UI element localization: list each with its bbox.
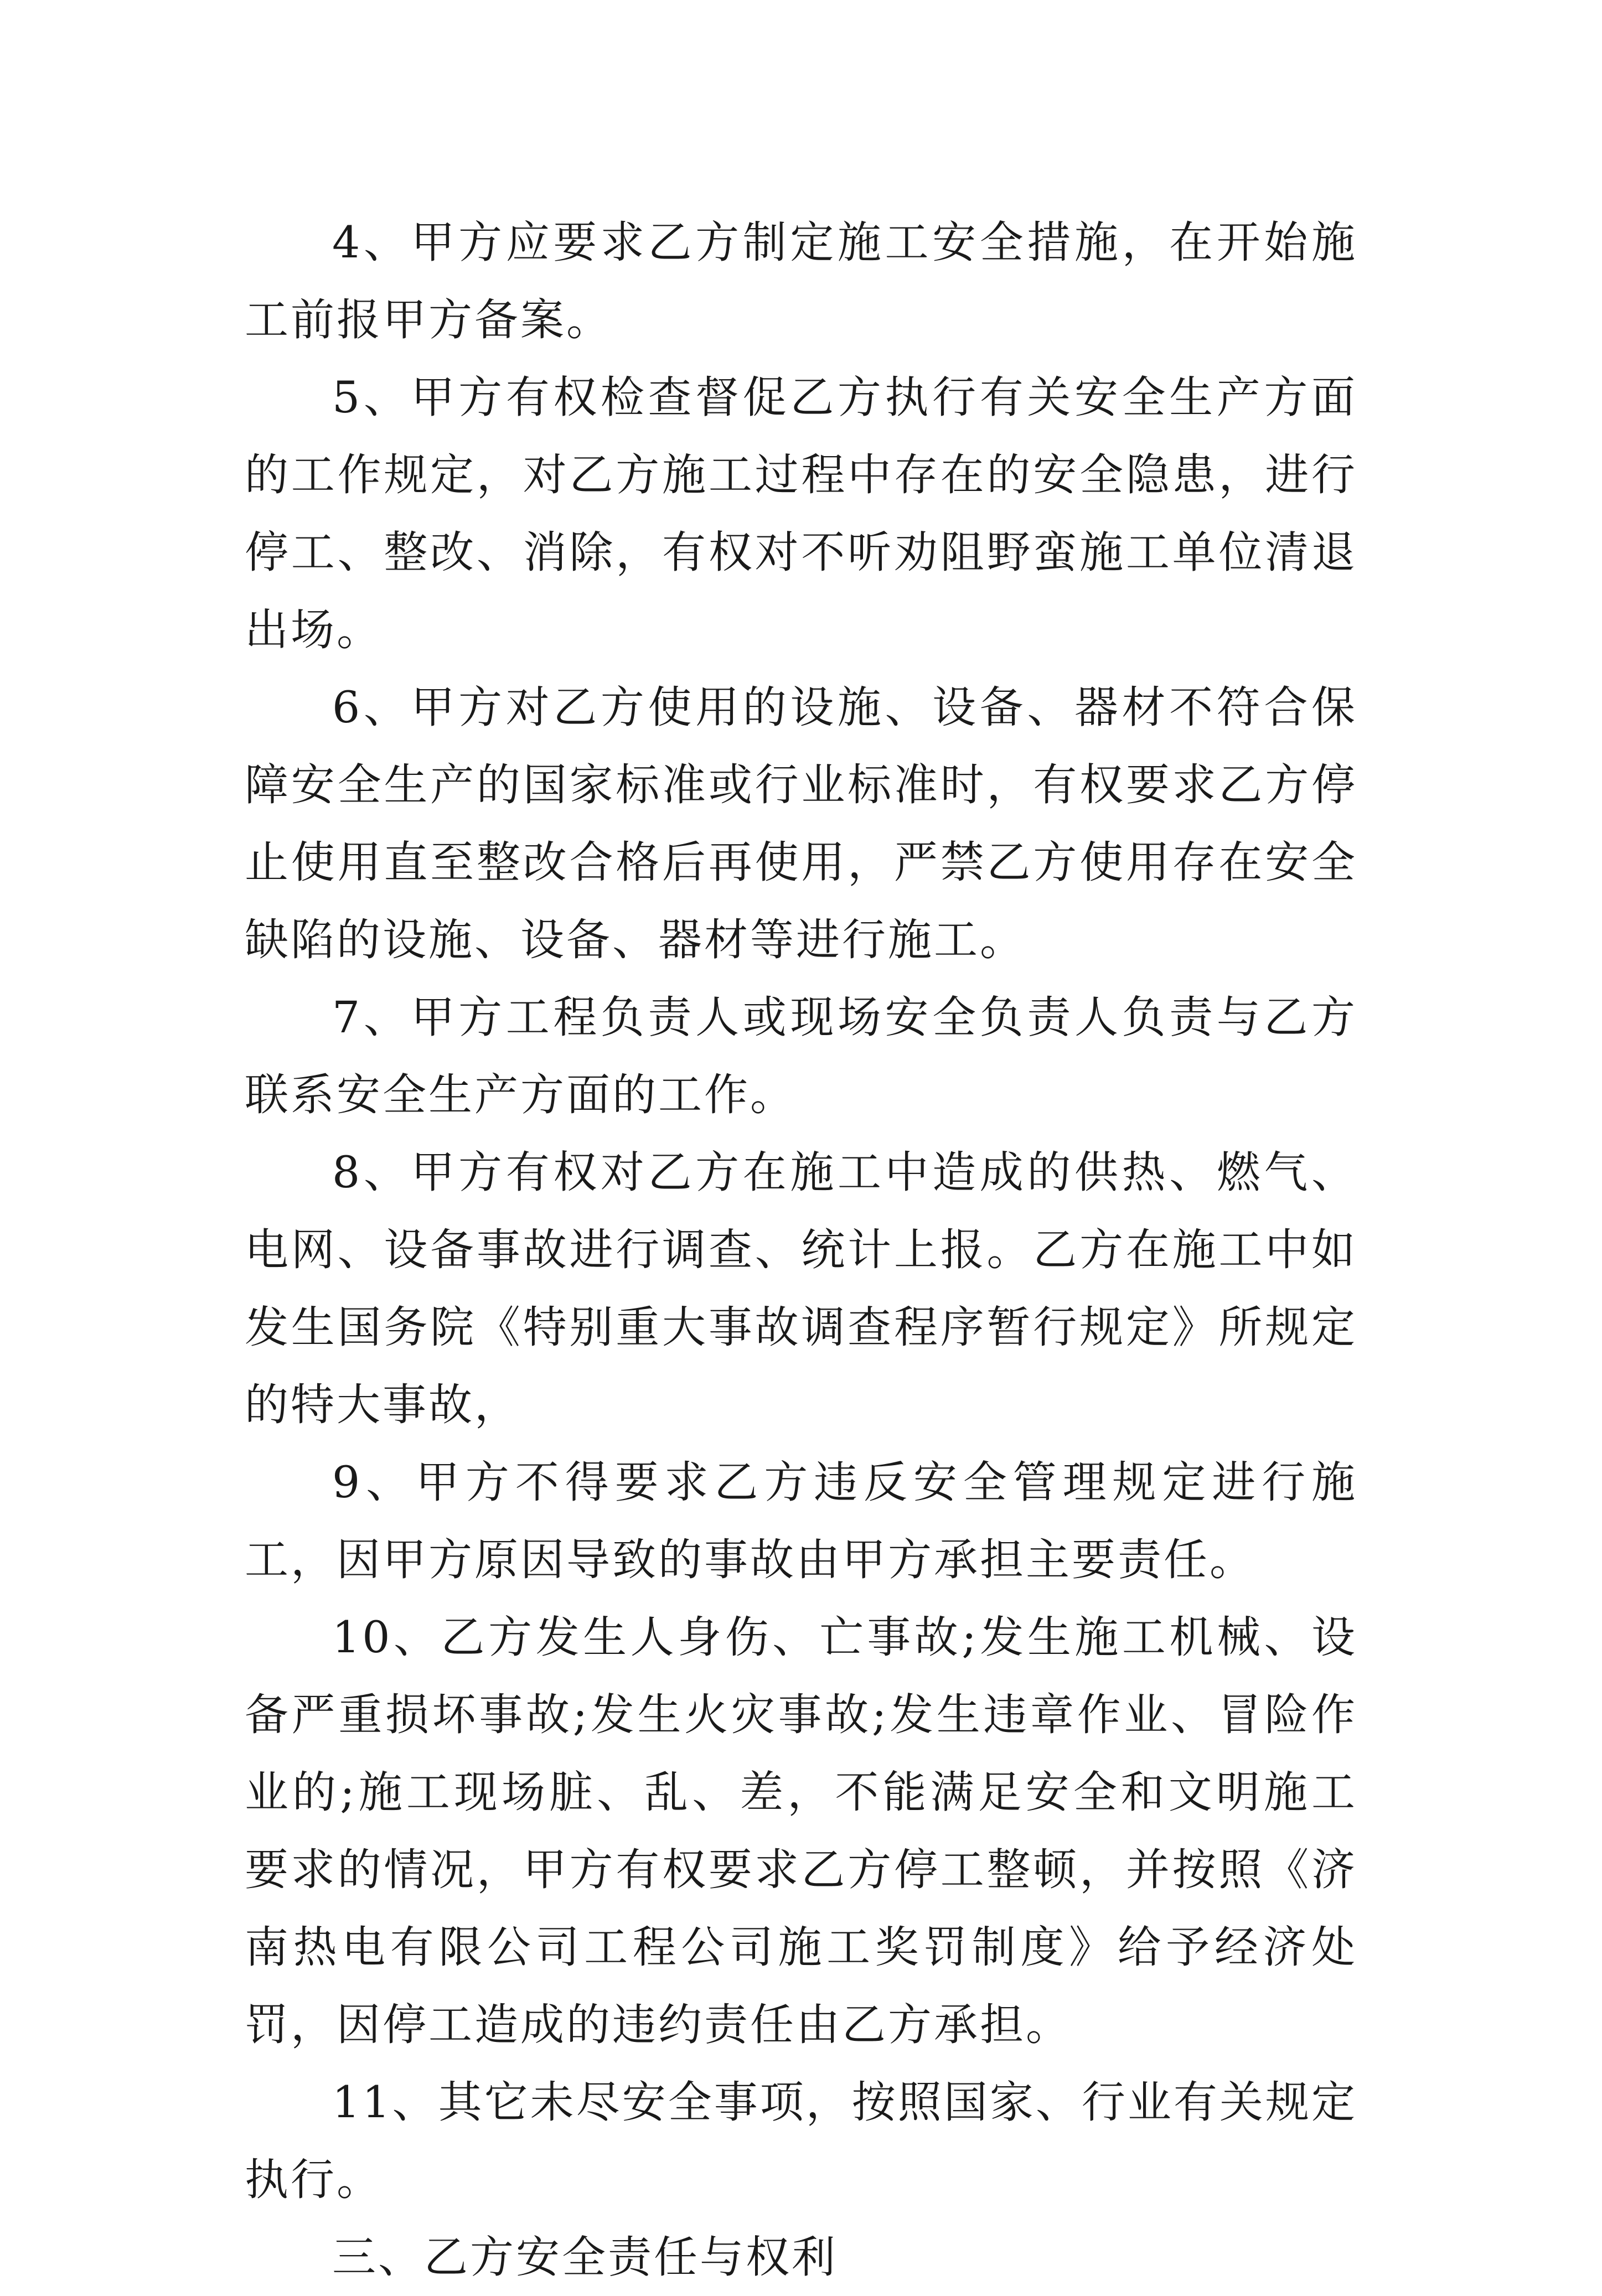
paragraph-item-5: 5、甲方有权检查督促乙方执行有关安全生产方面的工作规定，对乙方施工过程中存在的安全隐患，进行停工、整改、消除，有权对不听劝阻野蛮施工单位清退出场。 [245,372,1357,655]
paragraph-item-10: 10、乙方发生人身伤、亡事故;发生施工机械、设备严重损坏事故;发生火灾事故;发生违章作业、冒险作业的;施工现场脏、乱、差，不能满足安全和文明施工要求的情况，甲方有权要求乙方停工整顿，并按照《济南热电有限公司工程公司施工奖罚制度》给予经济处罚，因停工造成的违约责任由乙方承担。 [245,1612,1357,2050]
document-body [245,204,1357,2296]
section-heading-3: 三、乙方安全责任与权利 [332,2232,838,2283]
paragraph-item-8: 8、甲方有权对乙方在施工中造成的供热、燃气、电网、设备事故进行调查、统计上报。乙方在施工中如发生国务院《特别重大事故调查程序暂行规定》所规定的特大事故， [245,1147,1357,1430]
paragraph-item-9: 9、甲方不得要求乙方违反安全管理规定进行施工，因甲方原因导致的事故由甲方承担主要责任。 [245,1457,1357,1585]
paragraph-item-11: 11、其它未尽安全事项，按照国家、行业有关规定执行。 [245,2077,1357,2205]
paragraph-item-6: 6、甲方对乙方使用的设施、设备、器材不符合保障安全生产的国家标准或行业标准时，有权要求乙方停止使用直至整改合格后再使用，严禁乙方使用存在安全缺陷的设施、设备、器材等进行施工。 [245,682,1357,965]
paragraph-item-7: 7、甲方工程负责人或现场安全负责人负责与乙方联系安全生产方面的工作。 [245,992,1357,1120]
paragraph-item-4: 4、甲方应要求乙方制定施工安全措施，在开始施工前报甲方备案。 [245,217,1357,345]
